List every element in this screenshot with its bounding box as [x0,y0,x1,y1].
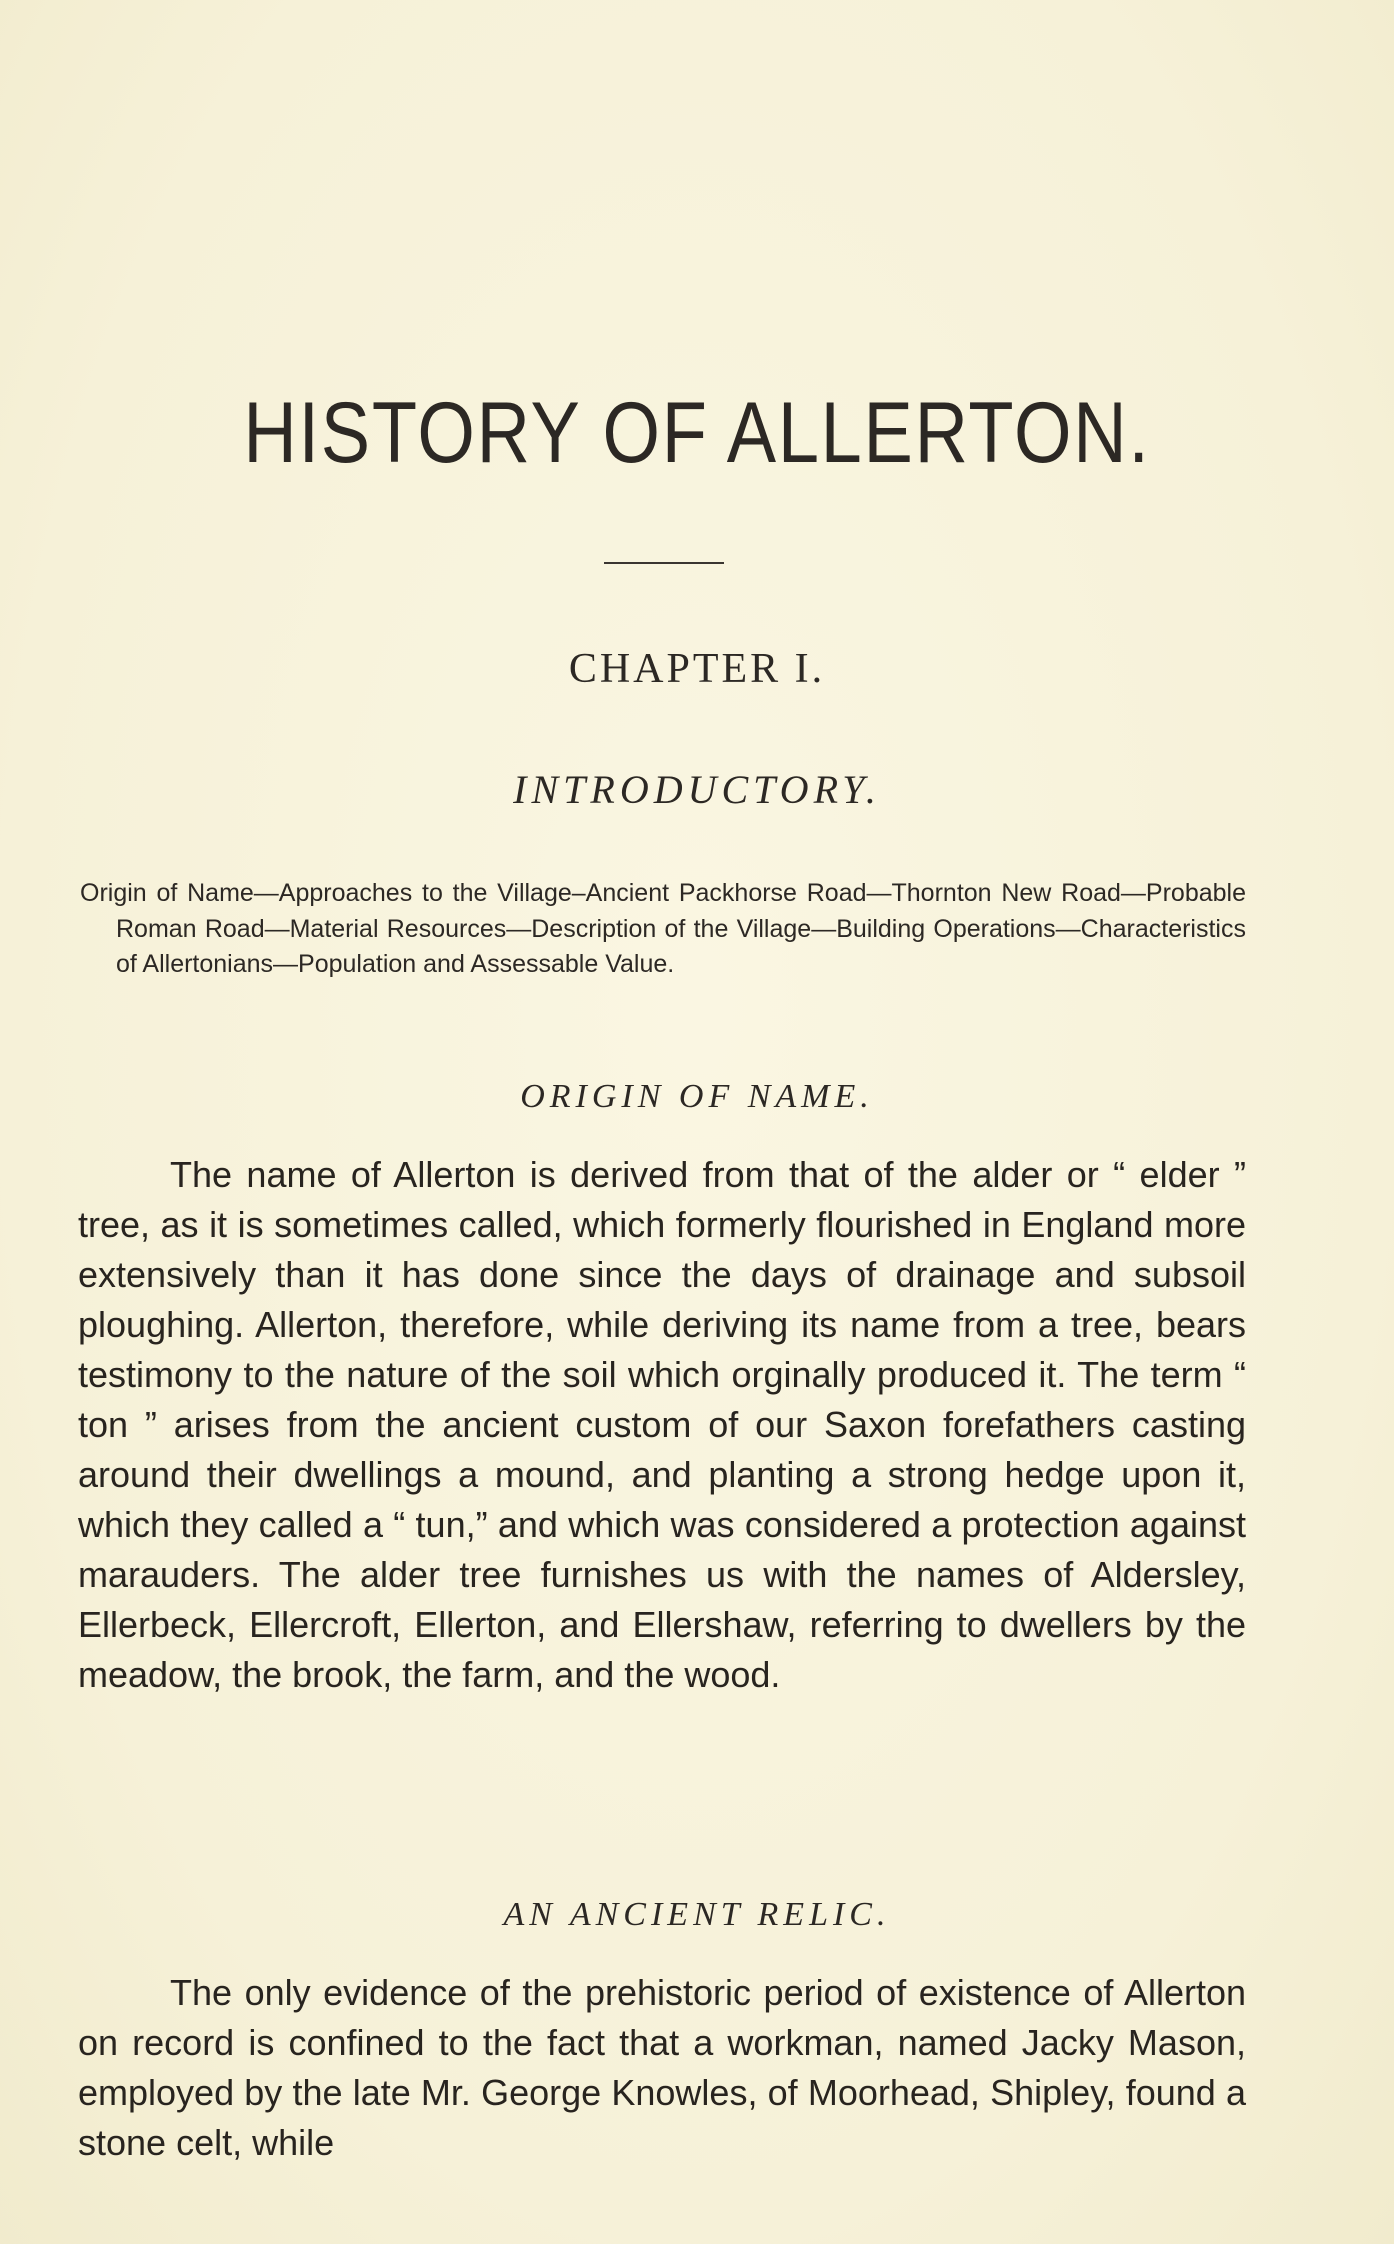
title-divider [604,562,724,564]
paragraph-ancient-relic: The only evidence of the prehistoric period of existence of Allerton on record is confined to the fact that a workman, named Jacky Mason, employed by the late Mr. George Knowles, of Moorhead, Shipley, found a stone celt, while [78,1972,1246,2163]
section-heading-origin-of-name: ORIGIN OF NAME. [520,1078,874,1115]
chapter-heading: INTRODUCTORY. [513,767,881,812]
page-title: HISTORY OF ALLERTON. [243,385,1151,481]
chapter-synopsis: Origin of Name—Approaches to the Village–Ancient Packhorse Road—Thornton New Road—Probable Roman Road—Material Resources—Description of the Village—Building Operations—Characteristics of Allertonians—Population and Assessable Value. [80,879,1246,978]
section-heading-ancient-relic: AN ANCIENT RELIC. [503,1896,891,1933]
paragraph-origin-of-name: The name of Allerton is derived from that of the alder or “ elder ” tree, as it is sometimes called, which formerly flourished in England more extensively than it has done since the days of drainage and subsoil ploughing. Allerton, therefore, while deriving its name from a tree, bears testimony to the nature of the soil which orginally produced it. The term “ ton ” arises from the ancient custom of our Saxon forefathers casting around their dwellings a mound, and planting a strong hedge upon it, which they called a “ tun,” and which was considered a protection against marauders. The alder tree furnishes us with the names of Aldersley, Ellerbeck, Ellercroft, Ellerton, and Ellershaw, referring to dwellers by the meadow, the brook, the farm, and the wood. [78,1154,1246,1695]
chapter-number: CHAPTER I. [568,646,826,692]
